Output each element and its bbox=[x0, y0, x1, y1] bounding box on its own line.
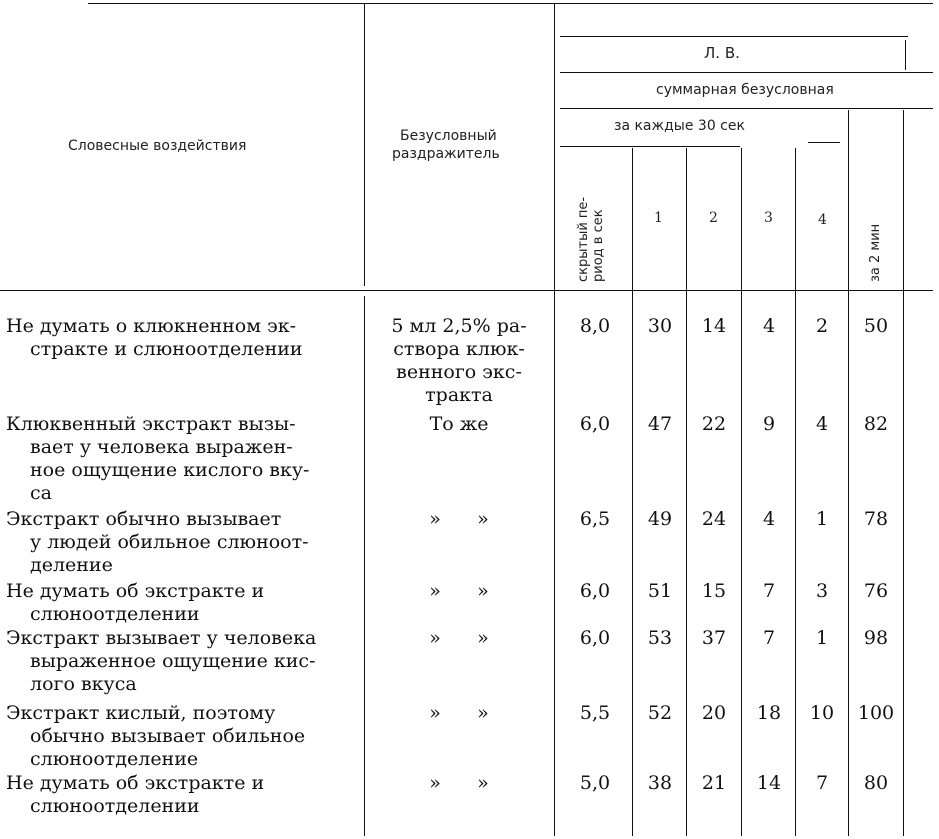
row-verbal-line: Экстракт кислый, поэтому bbox=[6, 702, 276, 724]
col-divider-total bbox=[848, 110, 849, 836]
row-verbal-line: са bbox=[30, 482, 52, 504]
row-1-total: 50 bbox=[863, 315, 889, 337]
row-stimulus-7 bbox=[366, 772, 552, 795]
row-verbal-4 bbox=[6, 580, 352, 626]
header-period-1: 1 bbox=[654, 210, 663, 226]
row-verbal-line: вает у человека выражен- bbox=[30, 436, 293, 458]
row-verbal-line: Клюквенный экстракт вызы- bbox=[6, 413, 296, 435]
row-5-latent: 6,0 bbox=[579, 627, 611, 649]
row-7-p2: 21 bbox=[701, 772, 727, 794]
row-stimulus-line: тракта bbox=[425, 384, 493, 406]
col-divider-right-edge bbox=[903, 110, 904, 836]
row-stimulus-2 bbox=[366, 413, 552, 436]
header-latent-period bbox=[576, 197, 606, 282]
row-stimulus-line: » » bbox=[429, 772, 489, 794]
row-7-p3: 14 bbox=[756, 772, 782, 794]
row-2-total: 82 bbox=[863, 413, 889, 435]
row-verbal-3 bbox=[6, 508, 352, 577]
header-stimulus-line2: раздражитель bbox=[392, 146, 500, 162]
header-latent-line2: риод в сек bbox=[591, 209, 606, 282]
row-1-latent: 8,0 bbox=[579, 315, 611, 337]
row-5-total: 98 bbox=[863, 627, 889, 649]
row-verbal-6 bbox=[6, 702, 352, 771]
subject-right-tick bbox=[905, 40, 906, 70]
row-stimulus-1 bbox=[366, 315, 552, 407]
row-2-p2: 22 bbox=[701, 413, 727, 435]
row-verbal-line: лого вкуса bbox=[30, 673, 137, 695]
row-3-p4: 1 bbox=[815, 508, 829, 530]
subject-bottom-rule bbox=[560, 72, 933, 73]
col-divider-stimulus bbox=[554, 4, 555, 836]
row-verbal-line: слюноотделении bbox=[30, 795, 200, 817]
row-6-total: 100 bbox=[857, 702, 895, 724]
row-stimulus-3 bbox=[366, 508, 552, 531]
row-6-p4: 10 bbox=[809, 702, 835, 724]
row-verbal-5 bbox=[6, 627, 352, 696]
row-3-p3: 4 bbox=[762, 508, 776, 530]
row-stimulus-line: » » bbox=[429, 508, 489, 530]
row-6-p1: 52 bbox=[647, 702, 673, 724]
header-period-2: 2 bbox=[709, 210, 718, 226]
col-divider-p3 bbox=[795, 148, 796, 836]
row-3-p2: 24 bbox=[701, 508, 727, 530]
row-stimulus-line: » » bbox=[429, 702, 489, 724]
col-divider-p1 bbox=[686, 148, 687, 836]
header-stimulus-line1: Безусловный bbox=[400, 128, 497, 144]
header-verbal: Словесные воздействия bbox=[68, 138, 247, 154]
per30-bottom-rule-right bbox=[808, 142, 840, 143]
row-4-p1: 51 bbox=[647, 580, 673, 602]
row-verbal-line: стракте и слюноотделении bbox=[30, 338, 303, 360]
header-bottom-rule bbox=[0, 290, 933, 291]
row-7-p1: 38 bbox=[647, 772, 673, 794]
row-5-p2: 37 bbox=[701, 627, 727, 649]
row-stimulus-line: » » bbox=[429, 627, 489, 649]
header-per-2-min: за 2 мин bbox=[868, 223, 883, 282]
row-5-p3: 7 bbox=[762, 627, 776, 649]
row-1-p1: 30 bbox=[647, 315, 673, 337]
row-7-latent: 5,0 bbox=[579, 772, 611, 794]
col-divider-verbal bbox=[364, 4, 365, 286]
row-3-total: 78 bbox=[863, 508, 889, 530]
header-period-3: 3 bbox=[764, 210, 773, 226]
per30-bottom-rule bbox=[560, 146, 740, 147]
row-verbal-1 bbox=[6, 315, 352, 361]
row-4-latent: 6,0 bbox=[579, 580, 611, 602]
row-6-p2: 20 bbox=[701, 702, 727, 724]
row-verbal-line: обычно вызывает обильное bbox=[30, 725, 306, 747]
row-verbal-line: у людей обильное слюноот- bbox=[30, 531, 309, 553]
row-4-total: 76 bbox=[863, 580, 889, 602]
row-stimulus-line: венного экс- bbox=[396, 361, 522, 383]
row-verbal-line: деление bbox=[30, 554, 113, 576]
row-verbal-line: Не думать о клюкненном эк- bbox=[6, 315, 297, 337]
header-total-unconditioned: суммарная безусловная bbox=[656, 82, 834, 98]
row-stimulus-line: То же bbox=[429, 413, 489, 435]
row-3-latent: 6,5 bbox=[579, 508, 611, 530]
row-4-p2: 15 bbox=[701, 580, 727, 602]
row-stimulus-6 bbox=[366, 702, 552, 725]
row-1-p4: 2 bbox=[815, 315, 829, 337]
row-stimulus-5 bbox=[366, 627, 552, 650]
header-latent-line1: скрытый пе- bbox=[576, 196, 591, 282]
row-verbal-line: Не думать об экстракте и bbox=[6, 580, 265, 602]
row-verbal-line: слюноотделение bbox=[30, 748, 199, 770]
row-7-p4: 7 bbox=[815, 772, 829, 794]
header-period-4: 4 bbox=[818, 212, 827, 228]
row-1-p2: 14 bbox=[701, 315, 727, 337]
header-subject: Л. В. bbox=[704, 44, 740, 62]
row-3-p1: 49 bbox=[647, 508, 673, 530]
top-rule bbox=[88, 3, 933, 4]
header-per-30-sec: за каждые 30 сек bbox=[614, 118, 745, 134]
row-4-p3: 7 bbox=[762, 580, 776, 602]
row-4-p4: 3 bbox=[815, 580, 829, 602]
col-divider-verbal-body bbox=[364, 296, 365, 836]
col-divider-p2 bbox=[741, 148, 742, 836]
row-2-p3: 9 bbox=[762, 413, 776, 435]
row-stimulus-4 bbox=[366, 580, 552, 603]
row-stimulus-line: 5 мл 2,5% ра- bbox=[391, 315, 527, 337]
row-verbal-line: слюноотделении bbox=[30, 603, 200, 625]
total-bottom-rule bbox=[560, 108, 933, 109]
row-stimulus-line: створа клюк- bbox=[393, 338, 525, 360]
row-7-total: 80 bbox=[863, 772, 889, 794]
row-verbal-line: Не думать об экстракте и bbox=[6, 772, 265, 794]
row-6-p3: 18 bbox=[756, 702, 782, 724]
row-verbal-line: Экстракт обычно вызывает bbox=[6, 508, 282, 530]
row-verbal-line: Экстракт вызывает у человека bbox=[6, 627, 317, 649]
row-5-p1: 53 bbox=[647, 627, 673, 649]
row-verbal-line: выраженное ощущение кис- bbox=[30, 650, 316, 672]
row-verbal-7 bbox=[6, 772, 352, 818]
row-verbal-2 bbox=[6, 413, 352, 505]
row-2-p1: 47 bbox=[647, 413, 673, 435]
row-5-p4: 1 bbox=[815, 627, 829, 649]
row-verbal-line: ное ощущение кислого вку- bbox=[30, 459, 310, 481]
col-divider-latent bbox=[632, 148, 633, 836]
row-2-p4: 4 bbox=[815, 413, 829, 435]
row-stimulus-line: » » bbox=[429, 580, 489, 602]
subject-top-rule bbox=[560, 36, 908, 37]
row-6-latent: 5,5 bbox=[579, 702, 611, 724]
row-1-p3: 4 bbox=[762, 315, 776, 337]
row-2-latent: 6,0 bbox=[579, 413, 611, 435]
